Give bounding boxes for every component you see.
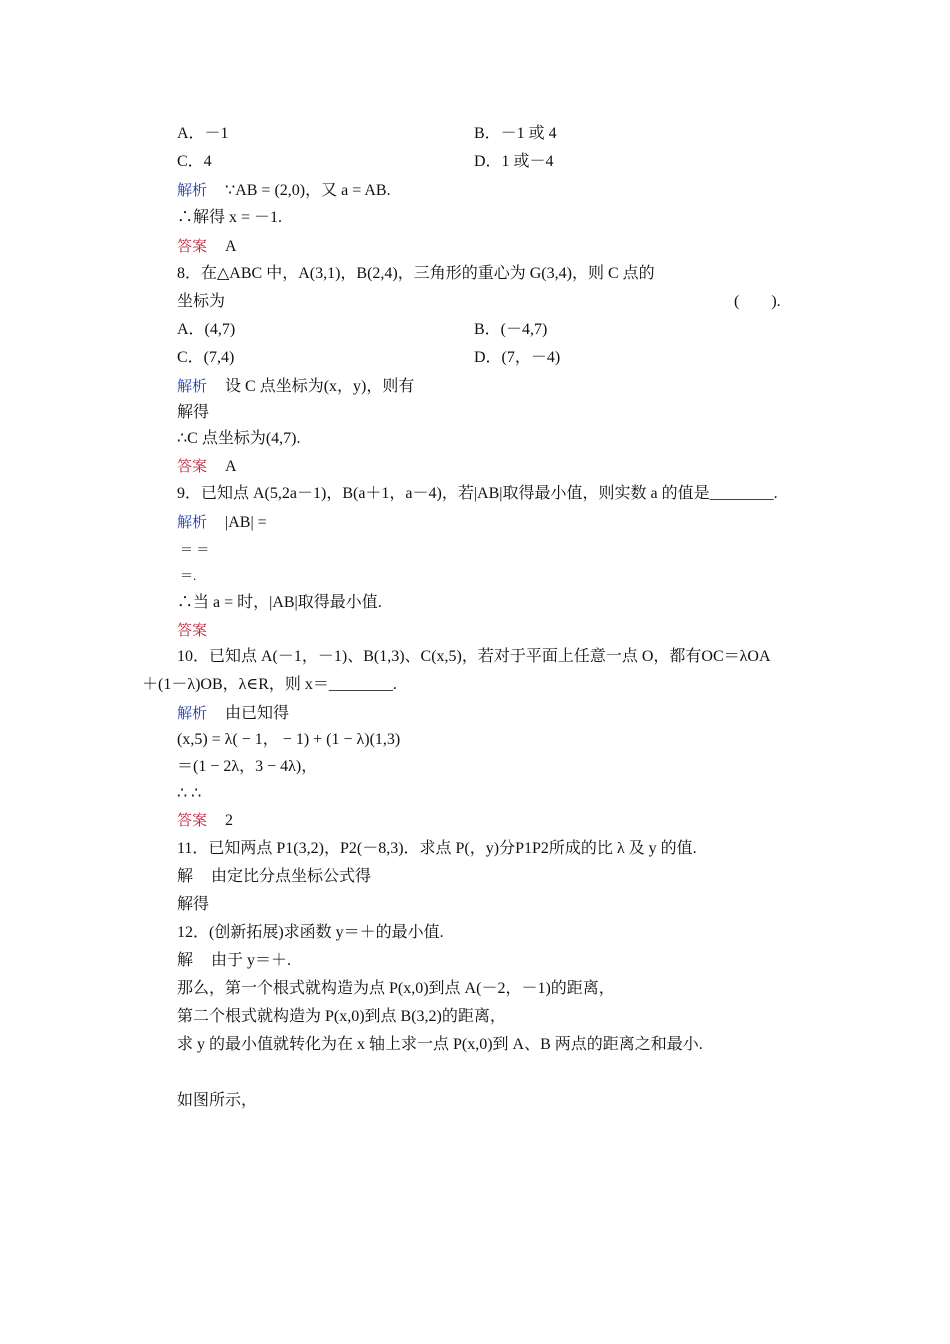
q10-answer-line bbox=[177, 810, 233, 831]
analysis-label: 解析 bbox=[177, 513, 208, 531]
q7-option-a: A．－1 bbox=[177, 125, 229, 142]
q10-line3: ＝(1 − 2λ，3 − 4λ)， bbox=[177, 758, 318, 775]
q9-answer-line bbox=[177, 620, 207, 641]
q8-option-d: D．(7，－4) bbox=[474, 349, 561, 366]
q11-solve-line: 解得 bbox=[177, 896, 210, 913]
q9-line3: ＝. bbox=[180, 568, 197, 583]
q11-stem: 11．已知两点 P1(3,2)，P2(－8,3)．求点 P(，y)分P1P2所成的比 λ 及 y 的值. bbox=[177, 840, 697, 857]
q11-solution-text: 由定比分点坐标公式得 bbox=[211, 868, 372, 885]
q12-solution-text: 由于 y＝＋. bbox=[211, 952, 292, 969]
q9-line4: ∴当 a = 时，|AB|取得最小值. bbox=[177, 594, 382, 611]
q12-line3: 第二个根式就构造为 P(x,0)到点 B(3,2)的距离， bbox=[177, 1008, 506, 1025]
q7-answer-line bbox=[177, 236, 237, 257]
analysis-label: 解析 bbox=[177, 181, 208, 199]
q7-analysis-line bbox=[177, 180, 391, 201]
q9-stem: 9．已知点 A(5,2a－1)，B(a＋1，a－4)，若|AB|取得最小值，则实数 a 的值是________. bbox=[177, 485, 778, 502]
q10-stem-line2: ＋(1－λ)OB，λ∈R，则 x＝________. bbox=[142, 676, 397, 693]
answer-label: 答案 bbox=[177, 621, 208, 639]
q7-answer-value: A bbox=[225, 238, 237, 255]
q8-stem-line2: 坐标为 bbox=[177, 293, 226, 310]
q8-stem-line1: 8．在△ABC 中，A(3,1)，B(2,4)，三角形的重心为 G(3,4)，则 C 点的 bbox=[177, 265, 655, 282]
q7-solve-line: ∴解得 x = －1. bbox=[177, 209, 283, 226]
q7-option-c: C．4 bbox=[177, 153, 212, 170]
q12-stem: 12．(创新拓展)求函数 y＝＋的最小值. bbox=[177, 924, 444, 941]
q8-analysis-line bbox=[177, 376, 414, 397]
q7-option-d: D．1 或－4 bbox=[474, 153, 554, 170]
q10-answer-value: 2 bbox=[225, 812, 234, 829]
q8-analysis-text: 设 C 点坐标为(x，y)，则有 bbox=[225, 378, 415, 395]
q7-option-b: B．－1 或 4 bbox=[474, 125, 557, 142]
q7-analysis-text: ∵AB = (2,0)，又 a = AB. bbox=[225, 182, 391, 199]
q8-answer-blank: ( ). bbox=[734, 293, 781, 310]
q10-analysis-text: 由已知得 bbox=[225, 705, 290, 722]
q8-option-b: B．(－4,7) bbox=[474, 321, 548, 338]
answer-label: 答案 bbox=[177, 457, 208, 475]
q8-solve-line: 解得 bbox=[177, 404, 210, 421]
q8-result-line: ∴C 点坐标为(4,7). bbox=[177, 430, 301, 447]
q12-line2: 那么，第一个根式就构造为点 P(x,0)到点 A(－2，－1)的距离， bbox=[177, 980, 615, 997]
q10-line2: (x,5) = λ( − 1， − 1) + (1 − λ)(1,3) bbox=[177, 731, 401, 748]
q9-analysis-text: |AB| = bbox=[225, 514, 267, 531]
q8-answer-value: A bbox=[225, 458, 237, 475]
q10-stem-line1: 10．已知点 A(－1，－1)、B(1,3)、C(x,5)，若对于平面上任意一点 O，都有OC＝λOA bbox=[177, 648, 771, 665]
q12-line4: 求 y 的最小值就转化为在 x 轴上求一点 P(x,0)到 A、B 两点的距离之和最小. bbox=[177, 1036, 703, 1053]
q10-line4: ∴ ∴ bbox=[177, 785, 202, 802]
q9-line2: ＝ ＝ bbox=[180, 542, 210, 557]
analysis-label: 解析 bbox=[177, 377, 208, 395]
q12-solution-line bbox=[177, 951, 291, 971]
q8-option-a: A．(4,7) bbox=[177, 321, 236, 338]
answer-label: 答案 bbox=[177, 237, 208, 255]
analysis-label: 解析 bbox=[177, 704, 208, 722]
answer-label: 答案 bbox=[177, 811, 208, 829]
q8-option-c: C．(7,4) bbox=[177, 349, 235, 366]
q10-analysis-line bbox=[177, 703, 289, 724]
q11-solution-line bbox=[177, 867, 371, 887]
solution-label: 解 bbox=[177, 952, 194, 969]
q12-line5: 如图所示， bbox=[177, 1092, 258, 1109]
q9-analysis-line bbox=[177, 512, 267, 533]
q8-answer-line bbox=[177, 456, 237, 477]
solution-label: 解 bbox=[177, 868, 194, 885]
